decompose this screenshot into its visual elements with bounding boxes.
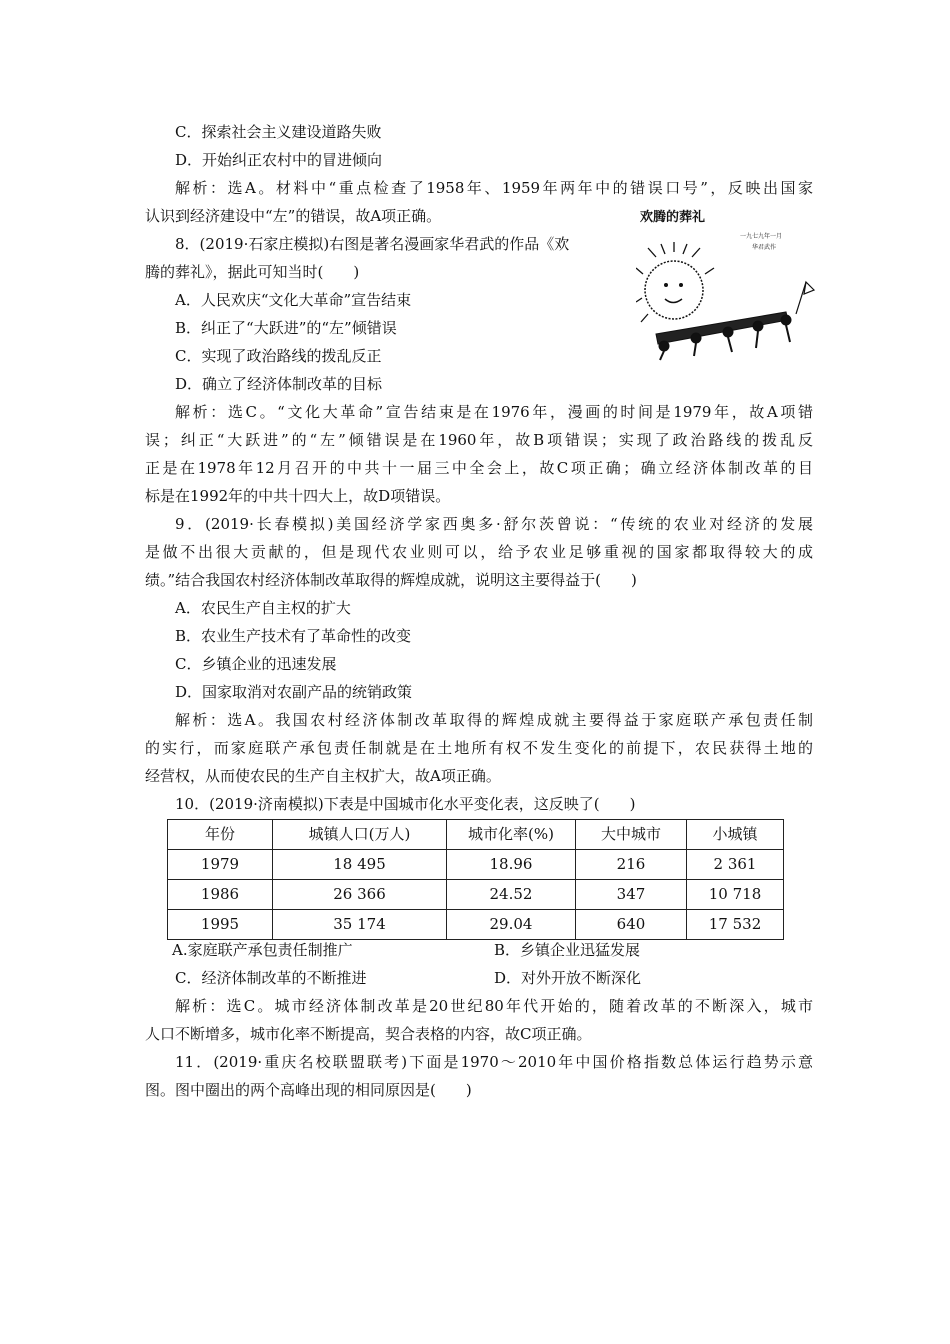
q9-option-a: A．农民生产自主权的扩大 bbox=[175, 599, 351, 617]
q9-stem-line-3: 绩。”结合我国农村经济体制改革取得的辉煌成就，说明这主要得益于( ) bbox=[145, 571, 637, 589]
table-cell: 1986 bbox=[168, 880, 273, 910]
q9-analysis-line-1: 解析：选A。我国农村经济体制改革取得的辉煌成就主要得益于家庭联产承包责任制 bbox=[175, 711, 813, 729]
table-row bbox=[168, 910, 784, 940]
marching-figures bbox=[656, 282, 814, 360]
q10-option-b: B．乡镇企业迅猛发展 bbox=[494, 941, 641, 959]
q11-stem-line-1: 11．(2019·重庆名校联盟联考)下面是1970～2010年中国价格指数总体运行趋势示意 bbox=[175, 1053, 813, 1071]
q9-option-c: C．乡镇企业的迅速发展 bbox=[175, 655, 337, 673]
q8-option-a: A．人民欢庆“文化大革命”宣告结束 bbox=[175, 291, 412, 309]
q8-analysis-line-3: 正是在1978年12月召开的中共十一届三中全会上，故C项正确；确立经济体制改革的目 bbox=[145, 459, 813, 477]
table-header-cell: 大中城市 bbox=[576, 820, 687, 850]
q9-option-b: B．农业生产技术有了革命性的改变 bbox=[175, 627, 412, 645]
cartoon-date: 一九七九年一月 bbox=[740, 233, 783, 240]
q8-option-c: C．实现了政治路线的拨乱反正 bbox=[175, 347, 382, 365]
q7-analysis-line-1: 解析：选A。材料中“重点检查了1958年、1959年两年中的错误口号”，反映出国家 bbox=[175, 179, 813, 197]
q10-option-a: A.家庭联产承包责任制推广 bbox=[172, 941, 353, 959]
sun-figure bbox=[636, 242, 714, 322]
q11-stem-line-2: 图。图中圈出的两个高峰出现的相同原因是( ) bbox=[145, 1081, 472, 1099]
q9-stem-line-1: 9．(2019·长春模拟)美国经济学家西奥多·舒尔茨曾说：“传统的农业对经济的发展 bbox=[175, 515, 813, 533]
table-cell: 2 361 bbox=[687, 850, 784, 880]
cartoon-illustration bbox=[636, 202, 816, 362]
table-cell: 640 bbox=[576, 910, 687, 940]
q7-option-d: D．开始纠正农村中的冒进倾向 bbox=[175, 151, 383, 169]
table-cell: 26 366 bbox=[273, 880, 447, 910]
table-header-cell: 城市化率(%) bbox=[447, 820, 576, 850]
q8-analysis-line-1: 解析：选C。“文化大革命”宣告结束是在1976年，漫画的时间是1979年，故A项错 bbox=[175, 403, 813, 421]
table-cell: 347 bbox=[576, 880, 687, 910]
urbanization-table bbox=[167, 819, 784, 940]
cartoon-author: 华君武作 bbox=[752, 244, 777, 251]
q8-option-b: B．纠正了“大跃进”的“左”倾错误 bbox=[175, 319, 397, 337]
table-header-row bbox=[168, 820, 784, 850]
q8-stem-line-1: 8．(2019·石家庄模拟)右图是著名漫画家华君武的作品《欢 bbox=[175, 235, 570, 253]
q9-option-d: D．国家取消对农副产品的统销政策 bbox=[175, 683, 413, 701]
q10-stem: 10．(2019·济南模拟)下表是中国城市化水平变化表，这反映了( ) bbox=[175, 795, 636, 813]
table-cell: 18.96 bbox=[447, 850, 576, 880]
table-header-cell: 城镇人口(万人) bbox=[273, 820, 447, 850]
table-cell: 24.52 bbox=[447, 880, 576, 910]
table-header-cell: 年份 bbox=[168, 820, 273, 850]
q9-stem-line-2: 是做不出很大贡献的，但是现代农业则可以，给予农业足够重视的国家都取得较大的成 bbox=[145, 543, 813, 561]
q10-analysis-line-2: 人口不断增多，城市化率不断提高，契合表格的内容，故C项正确。 bbox=[145, 1025, 592, 1043]
table-cell: 1979 bbox=[168, 850, 273, 880]
table-cell: 35 174 bbox=[273, 910, 447, 940]
q8-analysis-line-4: 标是在1992年的中共十四大上，故D项错误。 bbox=[145, 487, 451, 505]
q9-analysis-line-3: 经营权，从而使农民的生产自主权扩大，故A项正确。 bbox=[145, 767, 501, 785]
table-cell: 29.04 bbox=[447, 910, 576, 940]
q10-option-c: C．经济体制改革的不断推进 bbox=[175, 969, 367, 987]
q10-option-d: D．对外开放不断深化 bbox=[494, 969, 642, 987]
q8-analysis-line-2: 误；纠正“大跃进”的“左”倾错误是在1960年，故B项错误；实现了政治路线的拨乱反 bbox=[145, 431, 813, 449]
q10-analysis-line-1: 解析：选C。城市经济体制改革是20世纪80年代开始的，随着改革的不断深入，城市 bbox=[175, 997, 813, 1015]
table-cell: 216 bbox=[576, 850, 687, 880]
q8-stem-line-2: 腾的葬礼》，据此可知当时( ) bbox=[145, 263, 360, 281]
table-header-cell: 小城镇 bbox=[687, 820, 784, 850]
table-cell: 18 495 bbox=[273, 850, 447, 880]
table-cell: 17 532 bbox=[687, 910, 784, 940]
q9-analysis-line-2: 的实行，而家庭联产承包责任制就是在土地所有权不发生变化的前提下，农民获得土地的 bbox=[145, 739, 813, 757]
table-cell: 1995 bbox=[168, 910, 273, 940]
q7-analysis-line-2: 认识到经济建设中“左”的错误，故A项正确。 bbox=[145, 207, 442, 225]
q7-option-c: C．探索社会主义建设道路失败 bbox=[175, 123, 382, 141]
table-cell: 10 718 bbox=[687, 880, 784, 910]
cartoon-title: 欢腾的葬礼 bbox=[640, 210, 706, 225]
table-row bbox=[168, 850, 784, 880]
q8-option-d: D．确立了经济体制改革的目标 bbox=[175, 375, 383, 393]
table-row bbox=[168, 880, 784, 910]
